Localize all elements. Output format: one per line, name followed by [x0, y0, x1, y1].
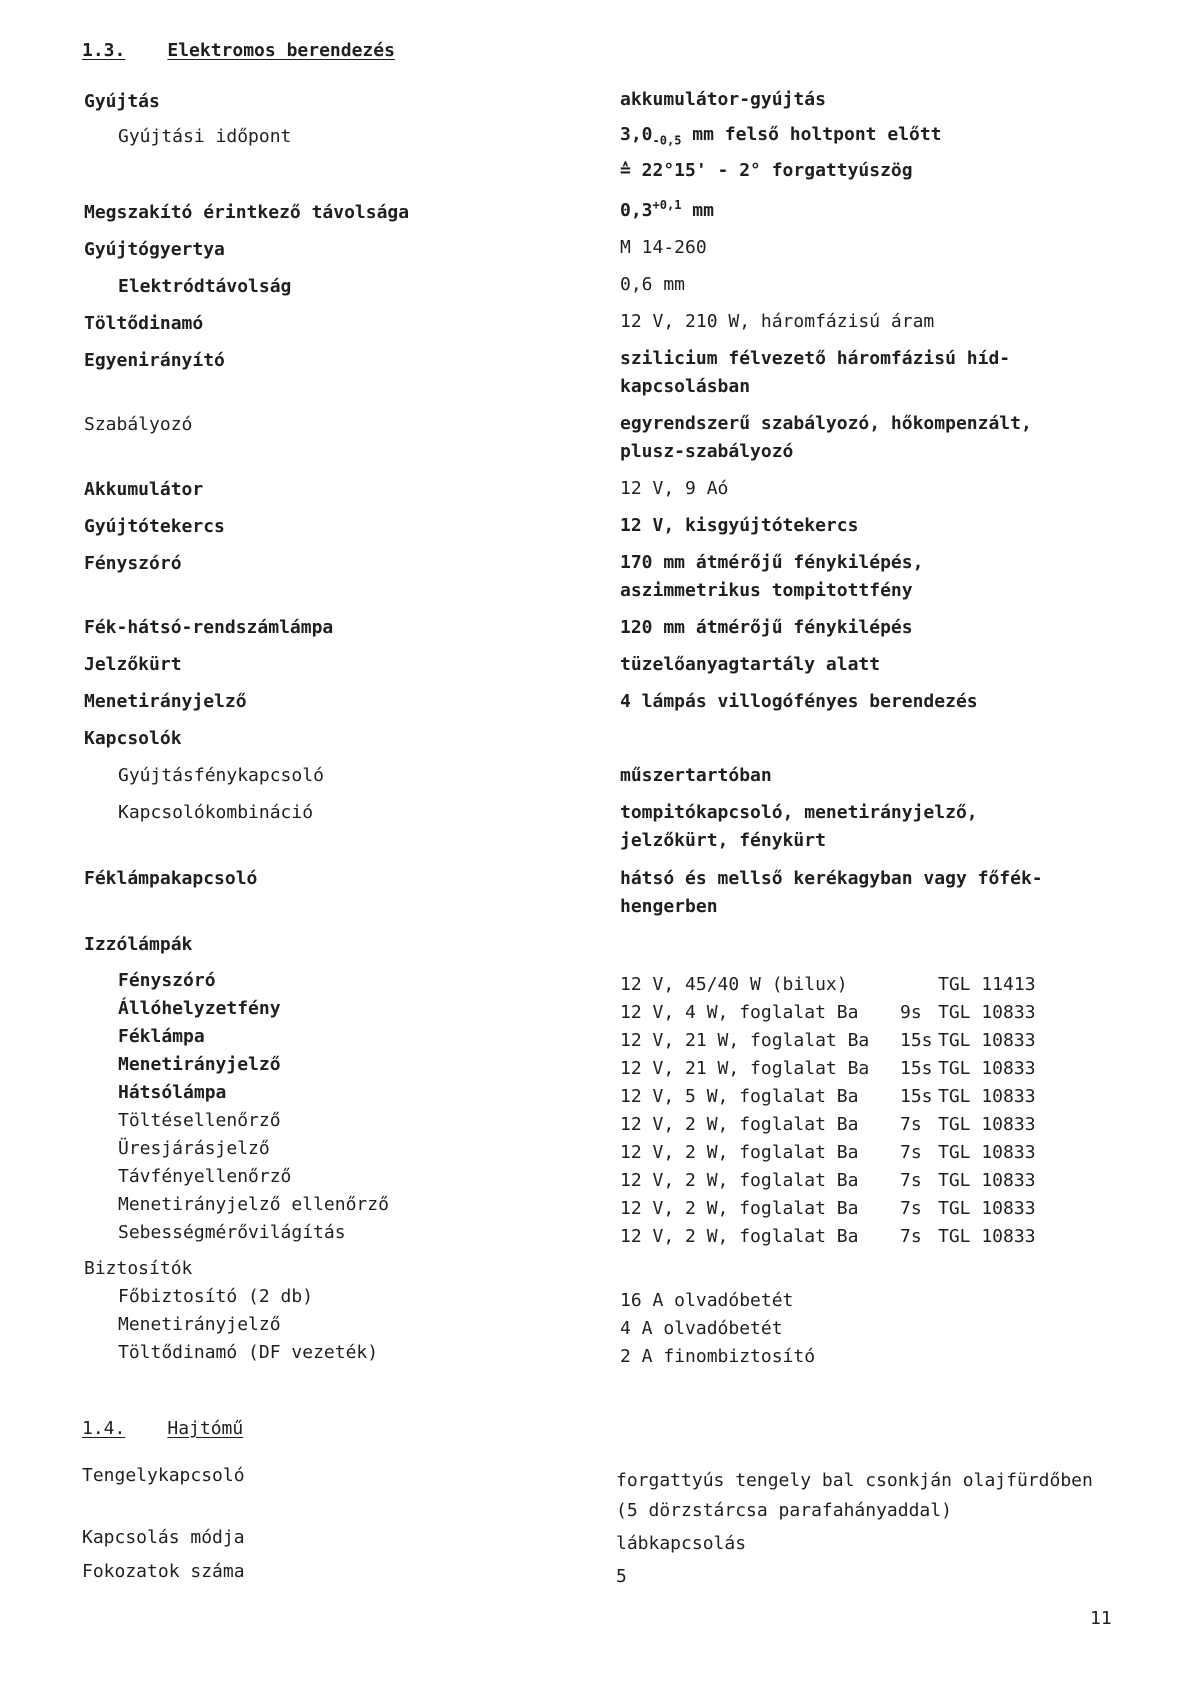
bulb-tgl: TGL 10833 — [938, 1002, 1036, 1023]
bulb-name: Üresjárásjelző — [118, 1138, 270, 1159]
bulb-socket: 15s — [900, 1030, 933, 1051]
bulb-spec: 12 V, 45/40 W (bilux) — [620, 974, 848, 995]
label-feklampakapcsolo: Féklámpakapcsoló — [84, 868, 258, 889]
value-kapcsolokombinacio: tompitókapcsoló, menetirányjelző, — [620, 802, 978, 823]
bulb-tgl: TGL 10833 — [938, 1198, 1036, 1219]
value-elektrodtavolsag: 0,6 mm — [620, 274, 686, 295]
bulb-socket: 7s — [900, 1170, 922, 1191]
bulb-socket: 15s — [900, 1058, 933, 1079]
bulb-name: Töltésellenőrző — [118, 1110, 281, 1131]
label-kapcsolok: Kapcsolók — [84, 728, 182, 749]
bulb-name: Állóhelyzetfény — [118, 998, 281, 1019]
bulb-name: Féklámpa — [118, 1026, 205, 1047]
value-gyujtotekercs: 12 V, kisgyújtótekercs — [620, 515, 859, 536]
bulb-spec: 12 V, 2 W, foglalat Ba — [620, 1142, 859, 1163]
value-gyujtasi-idopont: $3,0_{-0,5}$ mm felső holtpont előtt — [620, 124, 942, 148]
bulb-spec: 12 V, 5 W, foglalat Ba — [620, 1086, 859, 1107]
bulb-tgl: TGL 10833 — [938, 1030, 1036, 1051]
value-gyujtas: akkumulátor-gyújtás — [620, 89, 826, 110]
label-gyujtotekercs: Gyújtótekercs — [84, 516, 225, 537]
fuse-value: 2 A finombiztosító — [620, 1346, 816, 1367]
value-kapcsolokombinacio-line2: jelzőkürt, fénykürt — [620, 830, 826, 851]
label-izzolampak: Izzólámpák — [84, 934, 193, 955]
value-gyujtasfenykapcsolo: műszertartóban — [620, 765, 772, 786]
value-szabalyozo-line2: plusz-szabályozó — [620, 441, 794, 462]
fuse-name: Menetirányjelző — [118, 1314, 281, 1335]
bulb-tgl: TGL 10833 — [938, 1142, 1036, 1163]
value-forgattyuszog: ≙ 22°15' - 2° forgattyúszög — [620, 160, 913, 181]
label-egyeniranyito: Egyenirányító — [84, 350, 225, 371]
bulb-socket: 9s — [900, 1002, 922, 1023]
value-tengelykapcsolo-line2: (5 dörzstárcsa parafahányaddal) — [616, 1500, 952, 1521]
heading-title: Elektromos berendezés — [167, 40, 395, 61]
label-kapcsolokombinacio: Kapcsolókombináció — [118, 802, 314, 823]
value-megszakito: $0,3^{+0,1}$ mm — [620, 198, 714, 221]
label-kapcsolas-modja: Kapcsolás módja — [82, 1527, 245, 1548]
bulb-socket: 7s — [900, 1198, 922, 1219]
label-toltodinamo: Töltődinamó — [84, 313, 204, 334]
heading-number: 1.4. — [82, 1418, 126, 1439]
label-gyujtasfenykapcsolo: Gyújtásfénykapcsoló — [118, 765, 324, 786]
section-1-3-heading — [82, 40, 395, 62]
value-szabalyozo: egyrendszerű szabályozó, hőkompenzált, — [620, 413, 1032, 434]
bulb-name: Távfényellenőrző — [118, 1166, 292, 1187]
bulb-tgl: TGL 11413 — [938, 974, 1036, 995]
value-egyeniranyito-line2: kapcsolásban — [620, 376, 751, 397]
label-gyujtogyertya: Gyújtógyertya — [84, 239, 225, 260]
bulb-name: Menetirányjelző — [118, 1054, 281, 1075]
value-gyujtogyertya: M 14-260 — [620, 237, 707, 258]
label-gyujtas: Gyújtás — [84, 91, 160, 112]
heading-number: 1.3. — [82, 40, 126, 61]
bulb-socket: 7s — [900, 1226, 922, 1247]
value-feklampakapcsolo: hátsó és mellső kerékagyban vagy főfék- — [620, 868, 1043, 889]
bulb-name: Fényszóró — [118, 970, 216, 991]
value-kapcsolas-modja: lábkapcsolás — [616, 1533, 747, 1554]
section-1-4-heading — [82, 1418, 243, 1440]
bulb-spec: 12 V, 21 W, foglalat Ba — [620, 1030, 870, 1051]
bulb-tgl: TGL 10833 — [938, 1058, 1036, 1079]
bulb-socket: 7s — [900, 1142, 922, 1163]
label-biztositok: Biztosítók — [84, 1258, 193, 1279]
bulb-spec: 12 V, 2 W, foglalat Ba — [620, 1226, 859, 1247]
bulb-spec: 12 V, 4 W, foglalat Ba — [620, 1002, 859, 1023]
label-fek-hatso: Fék-hátsó-rendszámlámpa — [84, 617, 334, 638]
bulb-name: Sebességmérővilágítás — [118, 1222, 346, 1243]
bulb-spec: 12 V, 2 W, foglalat Ba — [620, 1198, 859, 1219]
value-akkumulator: 12 V, 9 Aó — [620, 478, 729, 499]
bulb-tgl: TGL 10833 — [938, 1114, 1036, 1135]
label-elektrodtavolsag: Elektródtávolság — [118, 276, 292, 297]
bulb-socket: 7s — [900, 1114, 922, 1135]
value-feklampakapcsolo-line2: hengerben — [620, 896, 718, 917]
bulb-spec: 12 V, 2 W, foglalat Ba — [620, 1114, 859, 1135]
fuse-name: Töltődinamó (DF vezeték) — [118, 1342, 379, 1363]
label-megszakito: Megszakító érintkező távolsága — [84, 202, 410, 223]
fuse-value: 16 A olvadóbetét — [620, 1290, 794, 1311]
bulb-spec: 12 V, 21 W, foglalat Ba — [620, 1058, 870, 1079]
label-gyujtasi-idopont: Gyújtási időpont — [118, 126, 292, 147]
bulb-tgl: TGL 10833 — [938, 1170, 1036, 1191]
label-szabalyozo: Szabályozó — [84, 414, 193, 435]
label-jelzokurt: Jelzőkürt — [84, 654, 182, 675]
value-fenyszoro: 170 mm átmérőjű fénykilépés, — [620, 552, 924, 573]
bulb-name: Menetirányjelző ellenőrző — [118, 1194, 389, 1215]
label-menetiranyjelzo: Menetirányjelző — [84, 691, 247, 712]
bulb-socket: 15s — [900, 1086, 933, 1107]
value-toltodinamo: 12 V, 210 W, háromfázisú áram — [620, 311, 935, 332]
value-egyeniranyito: szilicium félvezető háromfázisú híd- — [620, 348, 1011, 369]
value-jelzokurt: tüzelőanyagtartály alatt — [620, 654, 881, 675]
heading-title: Hajtómű — [167, 1418, 244, 1439]
label-akkumulator: Akkumulátor — [84, 479, 204, 500]
value-fenyszoro-line2: aszimmetrikus tompitottfény — [620, 580, 913, 601]
fuse-name: Főbiztosító (2 db) — [118, 1286, 314, 1307]
label-fenyszoro: Fényszóró — [84, 553, 182, 574]
bulb-tgl: TGL 10833 — [938, 1226, 1036, 1247]
label-tengelykapcsolo: Tengelykapcsoló — [82, 1465, 245, 1486]
bulb-name: Hátsólámpa — [118, 1082, 227, 1103]
value-menetiranyjelzo: 4 lámpás villogófényes berendezés — [620, 691, 978, 712]
fuse-value: 4 A olvadóbetét — [620, 1318, 783, 1339]
page-number: 11 — [1090, 1608, 1112, 1629]
value-fek-hatso: 120 mm átmérőjű fénykilépés — [620, 617, 913, 638]
value-tengelykapcsolo: forgattyús tengely bal csonkján olajfürdőben — [616, 1470, 1093, 1491]
value-fokozatok-szama: 5 — [616, 1566, 627, 1587]
label-fokozatok-szama: Fokozatok száma — [82, 1561, 245, 1582]
bulb-tgl: TGL 10833 — [938, 1086, 1036, 1107]
bulb-spec: 12 V, 2 W, foglalat Ba — [620, 1170, 859, 1191]
